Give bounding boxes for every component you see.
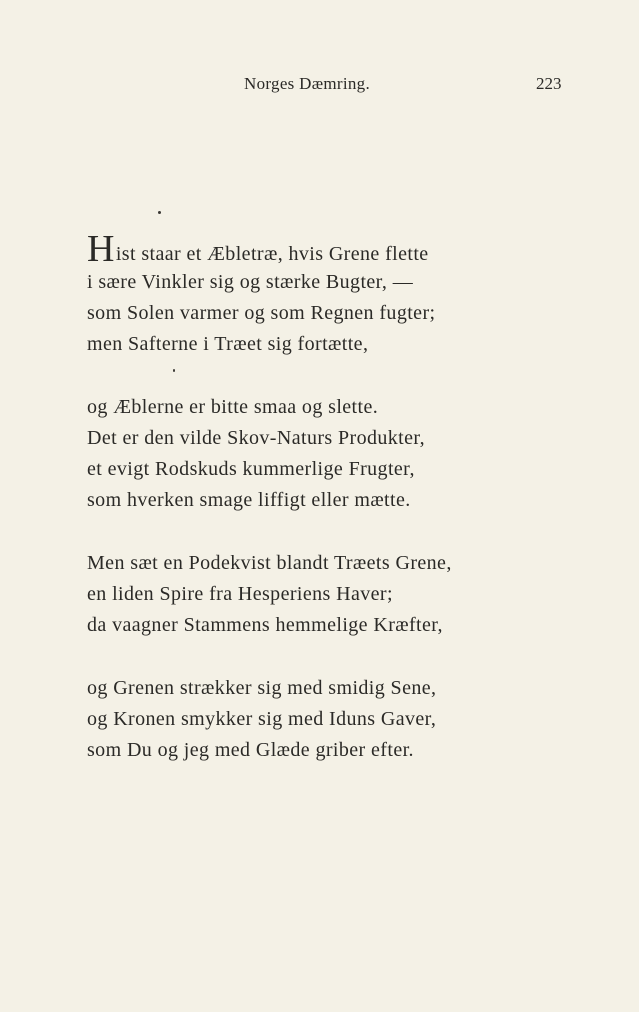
- drop-cap: H: [87, 228, 115, 270]
- poem-line: Men sæt en Podekvist blandt Træets Grene,: [87, 552, 452, 574]
- page-number: 223: [536, 74, 562, 93]
- poem-line: et evigt Rodskuds kummerlige Frugter,: [87, 458, 415, 480]
- poem-line-first: [87, 228, 607, 270]
- poem-line: og Kronen smykker sig med Iduns Gaver,: [87, 708, 437, 730]
- running-head: [0, 74, 639, 98]
- poem-line: og Grenen strækker sig med smidig Sene,: [87, 677, 437, 699]
- poem-line: som Du og jeg med Glæde griber efter.: [87, 739, 414, 761]
- stanza-4: [87, 673, 607, 766]
- poem-line: som hverken smage liffigt eller mætte.: [87, 489, 411, 511]
- stanza-1: [87, 228, 607, 360]
- poem-line: og Æblerne er bitte smaa og slette.: [87, 396, 379, 418]
- stanza-3: [87, 548, 607, 641]
- poem-line: i sære Vinkler sig og stærke Bugter, —: [87, 271, 414, 293]
- poem-line: Det er den vilde Skov-Naturs Produkter,: [87, 427, 426, 449]
- ink-speck: [158, 211, 161, 214]
- poem-line: men Safterne i Træet sig fortætte,: [87, 333, 369, 355]
- first-line-text: ist staar et Æbletræ, hvis Grene flette: [115, 243, 429, 265]
- poem-line: en liden Spire fra Hesperiens Haver;: [87, 583, 393, 605]
- poem-line: da vaagner Stammens hemmelige Kræfter,: [87, 614, 443, 636]
- running-title: Norges Dæmring.: [244, 74, 371, 93]
- stanza-2: [87, 392, 607, 516]
- poem: [87, 228, 607, 798]
- poem-line: som Solen varmer og som Regnen fugter;: [87, 302, 436, 324]
